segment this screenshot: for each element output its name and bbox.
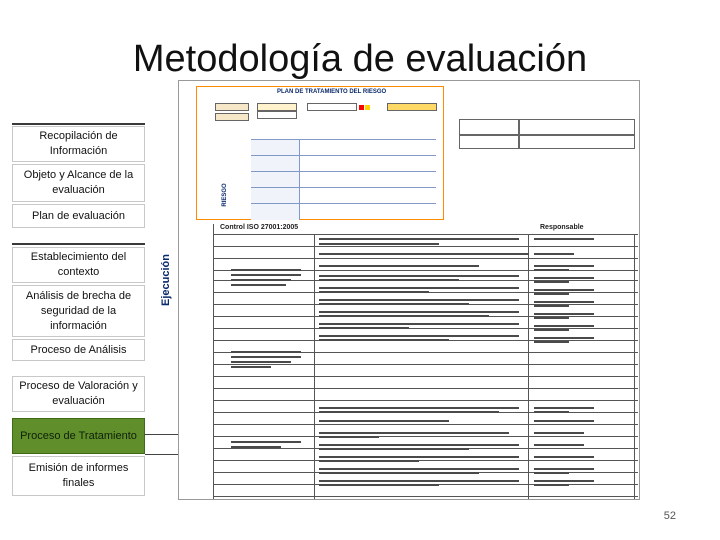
connector-line (145, 454, 178, 455)
step-label: Proceso de Tratamiento (20, 429, 137, 442)
step-label: Emisión de informes finales (28, 462, 129, 489)
step-analisis-brecha[interactable] (12, 285, 145, 337)
risk-side-text: RIESGO (222, 183, 228, 207)
document-preview[interactable] (178, 80, 640, 500)
separator (12, 243, 145, 245)
step-recopilacion[interactable] (12, 126, 145, 162)
control-column-header: Control ISO 27001:2005 (220, 224, 299, 231)
step-label: Plan de evaluación (32, 209, 125, 222)
step-label: Objeto y Alcance de la evaluación (23, 169, 134, 196)
step-label: Recopilación de Información (39, 130, 118, 157)
connector-line (145, 434, 178, 435)
step-valoracion-evaluacion[interactable] (12, 376, 145, 412)
step-proceso-tratamiento[interactable] (12, 418, 145, 454)
separator (12, 123, 145, 125)
risk-plan-heading: PLAN DE TRATAMIENTO DEL RIESGO (277, 89, 387, 95)
step-objeto-alcance[interactable] (12, 164, 145, 202)
step-label: Establecimiento del contexto (30, 251, 127, 278)
slide-title: Metodología de evaluación (132, 38, 588, 80)
step-label: Proceso de Análisis (30, 343, 127, 356)
step-label: Proceso de Valoración y evaluación (19, 380, 138, 407)
execution-label (151, 240, 181, 320)
responsible-column-header: Responsable (540, 224, 584, 231)
step-plan-evaluacion[interactable] (12, 204, 145, 228)
execution-text: Ejecución (160, 254, 172, 306)
step-establecimiento-contexto[interactable] (12, 247, 145, 283)
step-emision-informes[interactable] (12, 456, 145, 496)
table-text-lines (179, 81, 640, 500)
step-label: Análisis de brecha de seguridad de la información (25, 289, 132, 332)
page-number: 52 (663, 510, 676, 522)
step-proceso-analisis[interactable] (12, 339, 145, 361)
